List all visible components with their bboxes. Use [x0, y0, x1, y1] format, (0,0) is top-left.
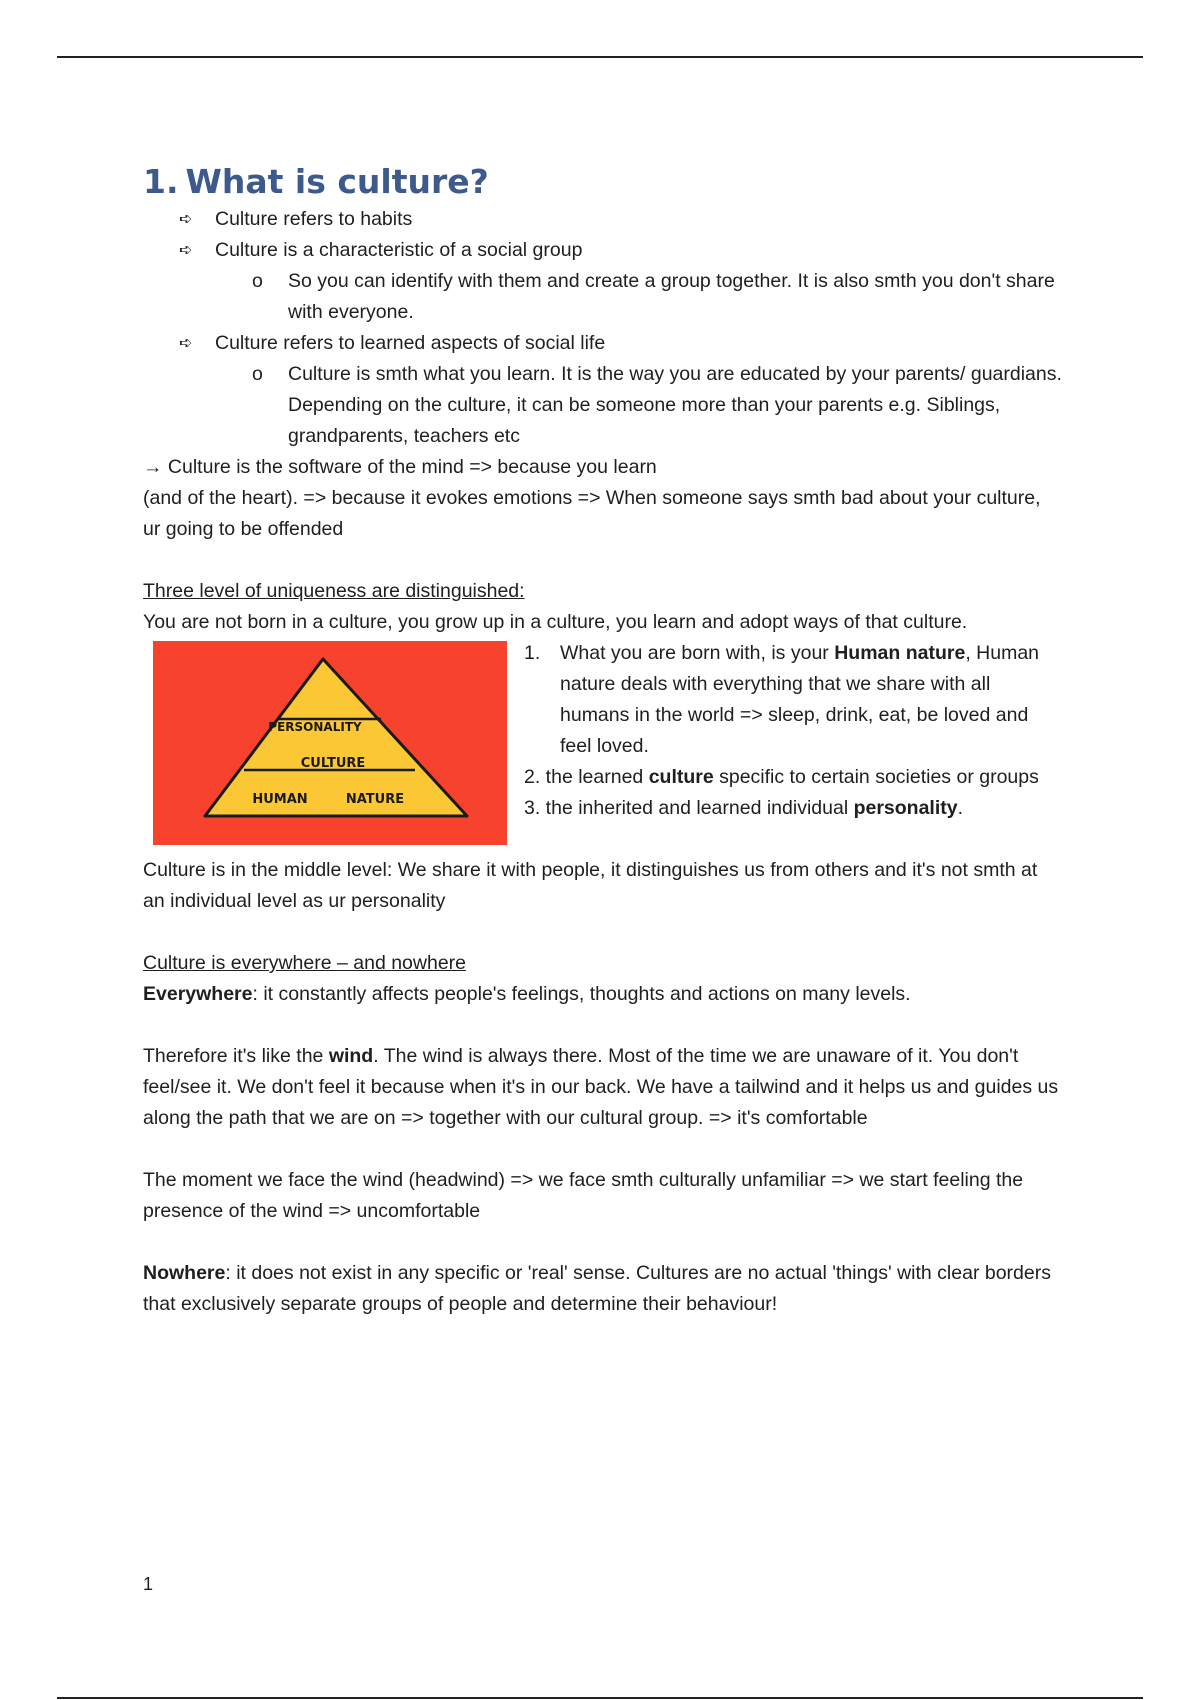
heart-line: (and of the heart). => because it evokes emotions => When someone says smth bad about your culture, ur going to be offended — [143, 487, 1041, 540]
pyramid-label-nature: NATURE — [345, 792, 405, 807]
nowhere-text: : it does not exist in any specific or 'real' sense. Cultures are no actual 'things' with clear borders that exclusively separate groups of people and determine their behaviour! — [143, 1262, 1051, 1315]
nowhere-paragraph — [143, 1258, 1063, 1320]
level-text-post: , Human nature deals with everything that we share with all humans in the world => sleep, drink, eat, be loved and feel loved. — [560, 642, 1040, 757]
wind-text-pre: Therefore it's like the — [143, 1045, 329, 1067]
page-number: 1 — [143, 1574, 154, 1594]
list-item-text: Culture refers to learned aspects of social life — [215, 332, 606, 354]
level-text-bold: culture — [648, 766, 714, 788]
uniqueness-section — [143, 638, 1063, 855]
footer-rule — [57, 1697, 1143, 1699]
middle-level-paragraph: Culture is in the middle level: We share it with people, it distinguishes us from others and it's not smth at an individual level as ur personality — [143, 859, 1038, 912]
wind-bold: wind — [328, 1045, 374, 1067]
list-item-text: Culture is a characteristic of a social group — [215, 239, 583, 261]
page-body — [143, 160, 1063, 1320]
level-text-pre: 2. the learned — [524, 766, 649, 788]
arrow-bullet-icon: ➪ — [179, 335, 193, 352]
list-item-text: Culture refers to habits — [215, 208, 413, 230]
level-text-post: specific to certain societies or groups — [713, 766, 1039, 788]
pyramid-label-personality: PERSONALITY — [268, 720, 362, 734]
everywhere-heading: Culture is everywhere – and nowhere — [143, 952, 467, 974]
heading-number: 1. — [143, 162, 179, 201]
circle-bullet-icon: o — [252, 363, 263, 385]
level-item-culture — [524, 762, 1044, 793]
everywhere-bold: Everywhere — [143, 983, 253, 1005]
wind-paragraph — [143, 1041, 1063, 1134]
pyramid-label-culture: CULTURE — [300, 756, 366, 771]
uniqueness-pyramid-image — [153, 641, 507, 845]
level-text-bold: Human nature — [834, 642, 966, 664]
pyramid-shape — [205, 659, 467, 816]
level-text-pre: 3. the inherited and learned individual — [524, 797, 854, 819]
nowhere-bold: Nowhere — [143, 1262, 226, 1284]
level-item-personality — [524, 793, 1044, 824]
sub-list-item-educated — [143, 359, 1063, 452]
arrow-list-item-social-group — [143, 235, 1063, 266]
arrow-bullet-icon: ➪ — [179, 242, 193, 259]
uniqueness-levels-list — [524, 638, 1044, 824]
level-text-bold: personality — [853, 797, 958, 819]
circle-bullet-icon: o — [252, 270, 263, 292]
headwind-paragraph: The moment we face the wind (headwind) => we face smth culturally unfamiliar => we start feeling the presence of the wind => uncomfortable — [143, 1169, 1024, 1222]
arrow-list-item-habits — [143, 204, 1063, 235]
software-of-mind-line: → Culture is the software of the mind => because you learn — [143, 456, 657, 478]
level-text-post: . — [957, 797, 964, 819]
uniqueness-heading: Three level of uniqueness are distinguished: — [143, 580, 525, 602]
everywhere-text: : it constantly affects people's feelings, thoughts and actions on many levels. — [252, 983, 911, 1005]
pyramid-diagram — [153, 641, 507, 845]
sub-list-item-identify — [143, 266, 1063, 328]
wind-text-post: . The wind is always there. Most of the time we are unaware of it. You don't feel/see it. We don't feel it because when it's in our back. We have a tailwind and it helps us and guides us along the path that we are on => together with our cultural group. => it's comfortable — [143, 1045, 1059, 1129]
everywhere-paragraph — [143, 979, 1063, 1010]
header-rule — [57, 56, 1143, 58]
arrow-bullet-icon: ➪ — [179, 211, 193, 228]
sub-item-text: Culture is smth what you learn. It is the way you are educated by your parents/ guardians. Depending on the culture, it can be someone more than your parents e.g. Siblings, grandparents, teachers etc — [288, 363, 1062, 447]
pyramid-label-human: HUMAN — [252, 792, 308, 807]
list-number: 1. — [524, 642, 541, 664]
uniqueness-intro: You are not born in a culture, you grow up in a culture, you learn and adopt ways of that culture. — [143, 611, 968, 633]
level-text-pre: What you are born with, is your — [560, 642, 835, 664]
sub-item-text: So you can identify with them and create a group together. It is also smth you don't share with everyone. — [288, 270, 1055, 323]
section-heading — [143, 160, 1063, 204]
level-item-human-nature — [524, 638, 1044, 762]
heading-text: What is culture? — [185, 162, 489, 201]
arrow-list-item-learned — [143, 328, 1063, 359]
